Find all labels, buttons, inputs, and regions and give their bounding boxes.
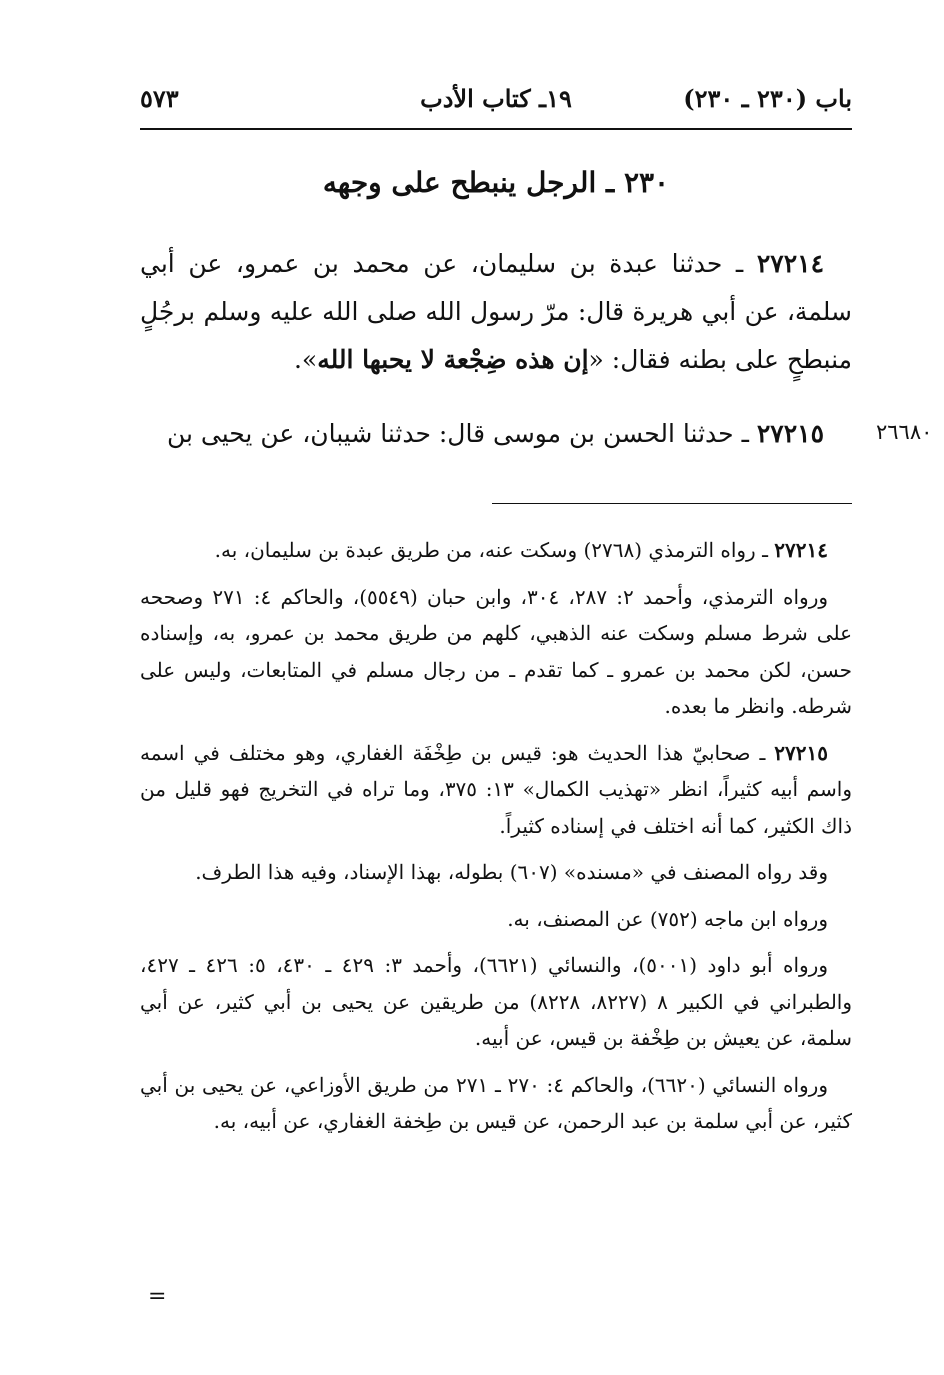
footnote-paragraph: [140, 854, 852, 891]
hadith-text: ـ حدثنا الحسن بن موسى قال: حدثنا شيبان، عن يحيى بن: [166, 419, 757, 448]
hadith-paragraph: [140, 410, 852, 458]
footnote-divider: [492, 503, 852, 504]
hadith-quote: إن هذه ضِجْعة لا يحبها الله: [317, 345, 589, 374]
page-number: ٥٧٣: [140, 84, 179, 113]
footnote-paragraph: [140, 735, 852, 845]
chapter-title: ٢٣٠ ـ الرجل ينبطح على وجهه: [322, 166, 670, 199]
footnote-paragraph: [140, 532, 852, 569]
hadith-number: ٢٧٢١٥: [756, 419, 824, 448]
continuation-mark: =: [148, 1284, 167, 1309]
hadith-paragraph: [140, 240, 852, 384]
footnote-text: وقد رواه المصنف في «مسنده» (٦٠٧) بطوله، بهذا الإسناد، وفيه هذا الطرف.: [195, 860, 828, 884]
footnote-paragraph: [140, 1067, 852, 1140]
header-divider: [140, 128, 852, 130]
footnote-paragraph: [140, 901, 852, 938]
header-chapter-range: باب (٢٣٠ ـ ٢٣٠): [683, 84, 852, 113]
footnote-text: ـ صحابيّ هذا الحديث هو: قيس بن طِخْفَة الغفاري، وهو مختلف في اسمه واسم أبيه كثيراً، انظر «تهذيب الكمال» ١٣: ٣٧٥، وما تراه في التخريج فهو قليل من ذاك الكثير، كما أنه اختلف في إسناده كثيراً.: [140, 740, 852, 838]
footnote-text: ورواه أبو داود (٥٠٠١)، والنسائي (٦٦٢١)، وأحمد ٣: ٤٢٩ ـ ٤٣٠، ٥: ٤٢٦ ـ ٤٢٧، والطبراني في الكبير ٨ (٨٢٢٧، ٨٢٢٨) من طريقين عن يحيى بن أبي كثير، عن أبي سلمة، عن يعيش بن طِخْفة بن قيس، عن أبيه.: [140, 953, 853, 1050]
footnotes: [140, 532, 852, 1150]
footnote-text: ورواه ابن ماجه (٧٥٢) عن المصنف، به.: [507, 906, 828, 931]
footnote-text: ورواه النسائي (٦٦٢٠)، والحاكم ٤: ٢٧٠ ـ ٢٧١ من طريق الأوزاعي، عن يحيى بن أبي كثير، عن أبي سلمة بن عبد الرحمن، عن قيس بن طِخفة الغفاري، عن أبيه، به.: [140, 1072, 852, 1133]
footnote-paragraph: [140, 947, 852, 1057]
footnote-paragraph: [140, 579, 852, 725]
footnote-text: ـ رواه الترمذي (٢٧٦٨) وسكت عنه، من طريق عبدة بن سليمان، به.: [214, 538, 775, 562]
footnote-number: ٢٧٢١٤: [774, 538, 828, 562]
header-book-title: ١٩ـ كتاب الأدب: [420, 84, 572, 113]
margin-reference-number: ٢٦٦٨٠: [876, 420, 933, 444]
hadith-27215: [140, 410, 852, 458]
footnote-number: ٢٧٢١٥: [774, 740, 828, 765]
page-header: [140, 84, 852, 124]
hadith-text: ـ حدثنا عبدة بن سليمان، عن محمد بن عمرو، عن أبي سلمة، عن أبي هريرة قال: مرّ رسول الله صلى الله عليه وسلم برجُلٍ منبطحٍ على بطنه فقال: «: [140, 249, 852, 374]
hadith-27214: [140, 240, 852, 384]
footnote-text: ورواه الترمذي، وأحمد ٢: ٢٨٧، ٣٠٤، وابن حبان (٥٥٤٩)، والحاكم ٤: ٢٧١ وصححه على شرط مسلم وسكت عنه الذهبي، كلهم من طريق محمد بن عمرو، به، وإسناده حسن، لكن محمد بن عمرو ـ كما تقدم ـ من رجال مسلم في المتابعات، وليس على شرطه. وانظر ما بعده.: [140, 584, 852, 718]
hadith-text-end: ».: [293, 345, 318, 374]
hadith-number: ٢٧٢١٤: [756, 249, 824, 278]
